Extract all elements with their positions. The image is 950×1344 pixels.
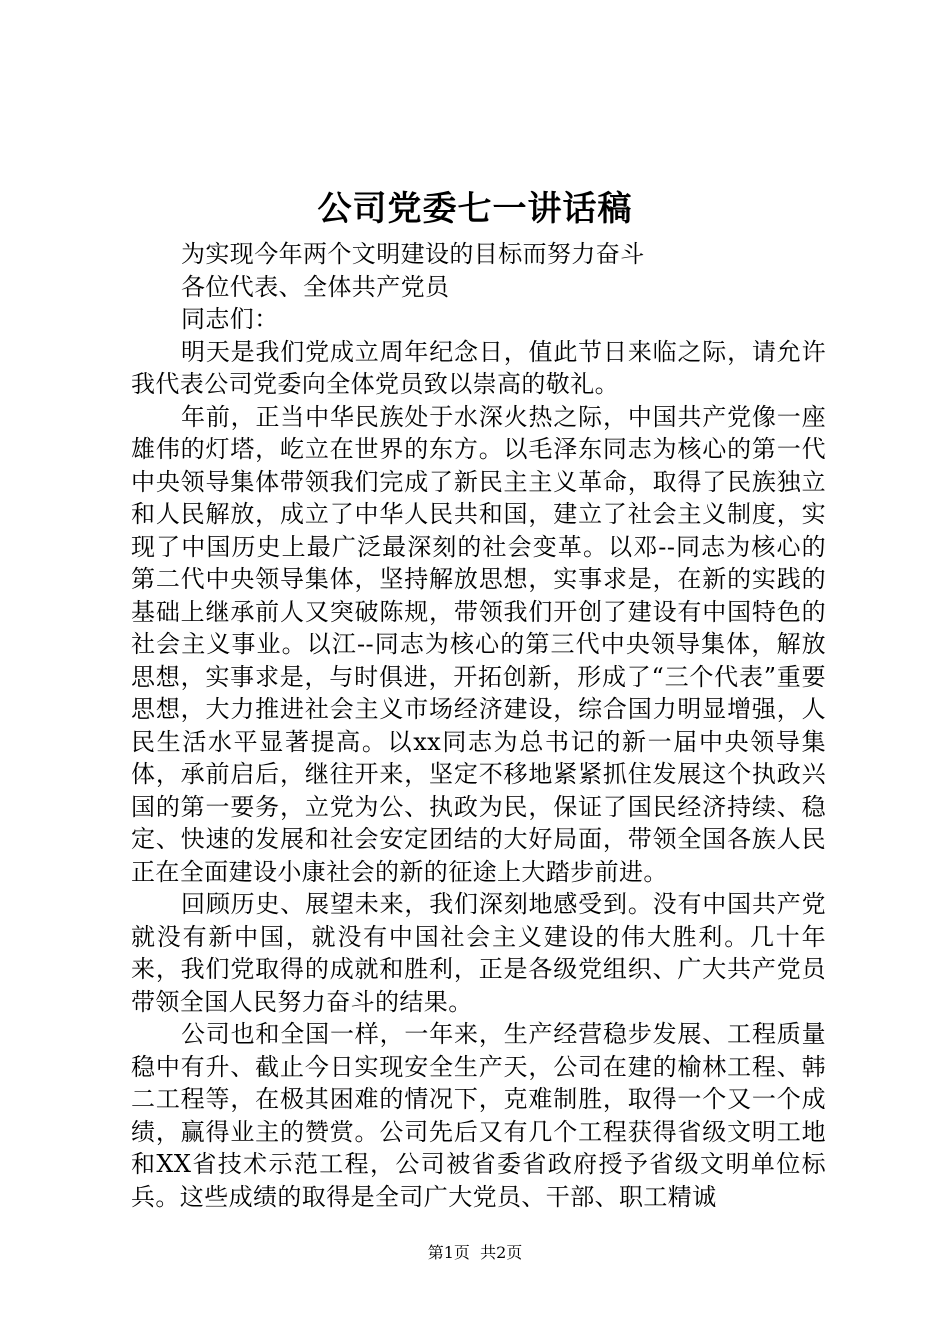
page-number: 第1页 共2页 bbox=[427, 1243, 523, 1262]
subtitle-paragraph: 为实现今年两个文明建设的目标而努力奋斗 bbox=[181, 240, 645, 268]
page-footer bbox=[0, 1243, 950, 1263]
document-title: 公司党委七一讲话稿 bbox=[317, 189, 633, 229]
document-body bbox=[131, 238, 826, 1213]
body-paragraph: 公司也和全国一样，一年来，生产经营稳步发展、工程质量稳中有升、截止今日实现安全生产天，公司在建的榆林工程、韩二工程等，在极其困难的情况下，克难制胜，取得一个又一个成绩，赢得业主的赞赏。公司先后又有几个工程获得省级文明工地和XX省技术示范工程，公司被省委省政府授予省级文明单位标兵。这些成绩的取得是全司广大党员、干部、职工精诚 bbox=[131, 1020, 826, 1211]
salutation-comrades: 同志们： bbox=[181, 305, 279, 333]
body-paragraph: 回顾历史、展望未来，我们深刻地感受到。没有中国共产党就没有新中国，就没有中国社会主义建设的伟大胜利。几十年来，我们党取得的成就和胜利，正是各级党组织、广大共产党员带领全国人民努力奋斗的结果。 bbox=[131, 890, 826, 1016]
salutation-audience: 各位代表、全体共产党员 bbox=[181, 272, 450, 301]
body-paragraph: 明天是我们党成立周年纪念日，值此节日来临之际，请允许我代表公司党委向全体党员致以崇高的敬礼。 bbox=[131, 337, 826, 398]
body-paragraph: 年前，正当中华民族处于水深火热之际，中国共产党像一座雄伟的灯塔，屹立在世界的东方。以毛泽东同志为核心的第一代中央领导集体带领我们完成了新民主主义革命，取得了民族独立和人民解放，成立了中华人民共和国，建立了社会主义制度，实现了中国历史上最广泛最深刻的社会变革。以邓--同志为核心的第二代中央领导集体，坚持解放思想，实事求是，在新的实践的基础上继承前人又突破陈规，带领我们开创了建设有中国特色的社会主义事业。以江--同志为核心的第三代中央领导集体，解放思想，实事求是，与时俱进，开拓创新，形成了“三个代表”重要思想，大力推进社会主义市场经济建设，综合国力明显增强，人民生活水平显著提高。以xx同志为总书记的新一届中央领导集体，承前启后，继往开来，坚定不移地紧紧抓住发展这个执政兴国的第一要务，立党为公、执政为民，保证了国民经济持续、稳定、快速的发展和社会安定团结的大好局面，带领全国各族人民正在全面建设小康社会的新的征途上大踏步前进。 bbox=[131, 402, 826, 886]
